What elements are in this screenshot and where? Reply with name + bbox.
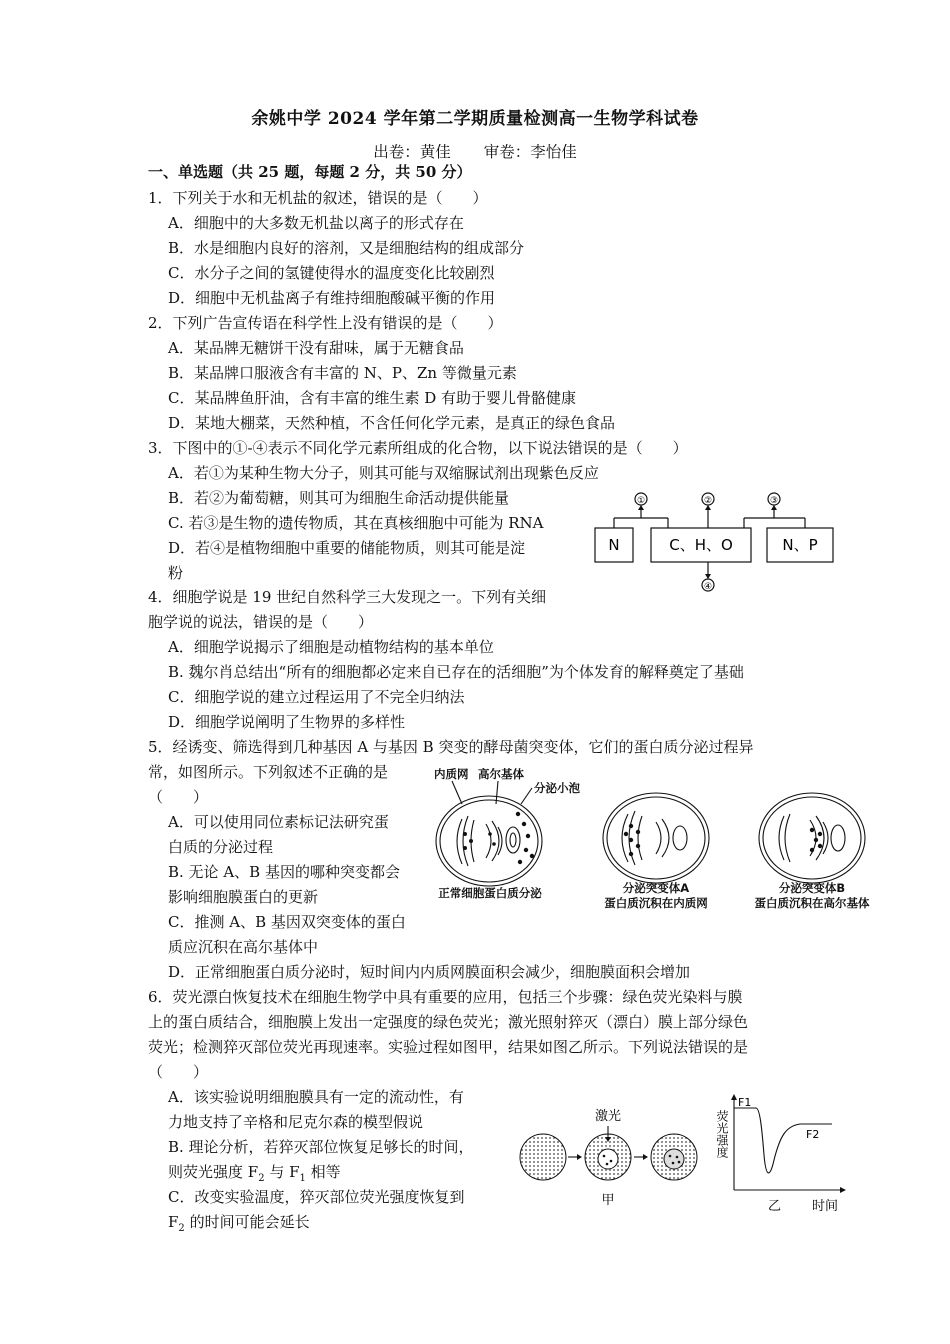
f2-label: F2 <box>806 1128 820 1141</box>
q3-stem: 3．下图中的①-④表示不同化学元素所组成的化合物，以下说法错误的是（ ） <box>148 439 688 457</box>
q1-stem: 1．下列关于水和无机盐的叙述，错误的是（ ） <box>148 189 488 207</box>
q6-stem-cont1: 上的蛋白质结合，细胞膜上发出一定强度的绿色荧光；激光照射猝灭（漂白）膜上部分绿色 <box>148 1013 749 1031</box>
q5-stem: 5．经诱变、筛选得到几种基因 A 与基因 B 突变的酵母菌突变体，它们的蛋白质分泌过程异 <box>148 738 754 756</box>
mutant-b-subcaption: 蛋白质沉积在高尔基体 <box>754 896 870 910</box>
q4-stem: 4．细胞学说是 19 世纪自然科学三大发现之一。下列有关细 <box>148 588 547 606</box>
mutant-a-subcaption: 蛋白质沉积在内质网 <box>604 896 708 910</box>
q5-stem-cont: 常，如图所示。下列叙述不正确的是 <box>148 763 389 781</box>
q2-option-c: C．某品牌鱼肝油，含有丰富的维生素 D 有助于婴儿骨骼健康 <box>168 389 577 407</box>
q3-option-c: C. 若③是生物的遗传物质，其在真核细胞中可能为 RNA <box>168 514 544 532</box>
q6-option-b: B. 理论分析，若猝灭部位恢复足够长的时间， <box>168 1138 474 1156</box>
y-axis-label: 荧光强度 <box>715 1110 729 1158</box>
q1-option-b: B．水是细胞内良好的溶剂，又是细胞结构的组成部分 <box>168 239 525 257</box>
fluorescence-recovery-graph <box>704 1090 854 1220</box>
q2-option-a: A．某品牌无糖饼干没有甜味，属于无糖食品 <box>168 339 464 357</box>
q5-option-b: B. 无论 A、B 基因的哪种突变都会 <box>168 863 400 881</box>
q6-stem-paren: （ ） <box>148 1063 209 1081</box>
q4-stem-cont: 胞学说的说法，错误的是（ ） <box>148 613 374 631</box>
q3-option-d: D．若④是植物细胞中重要的储能物质，则其可能是淀 <box>168 539 526 557</box>
q2-stem: 2．下列广告宣传语在科学性上没有错误的是（ ） <box>148 314 503 332</box>
cell-before <box>520 1134 566 1180</box>
mutant-b-caption: 分泌突变体B <box>778 881 846 895</box>
q5-stem-paren: （ ） <box>148 788 209 806</box>
q1-option-d: D．细胞中无机盐离子有维持细胞酸碱平衡的作用 <box>168 289 496 307</box>
secretion-mutant-diagram <box>428 764 873 914</box>
q3-option-d-cont: 粉 <box>168 564 184 582</box>
mutant-a-cell <box>603 793 709 883</box>
q4-option-b: B. 魏尔肖总结出“所有的细胞都必定来自已存在的活细胞”为个体发育的解释奠定了基础 <box>168 663 744 681</box>
q4-option-c: C．细胞学说的建立过程运用了不完全归纳法 <box>168 688 465 706</box>
box-np-label: N、P <box>782 536 818 554</box>
mutant-a-caption: 分泌突变体A <box>622 881 690 895</box>
x-axis-label: 时间 <box>812 1199 839 1214</box>
fig-yi-label: 乙 <box>768 1199 782 1214</box>
f1-label: F1 <box>738 1096 752 1109</box>
er-label: 内质网 <box>434 767 469 781</box>
q6-stem-cont2: 荧光；检测猝灭部位荧光再现速率。实验过程如图甲，结果如图乙所示。下列说法错误的是 <box>148 1038 749 1056</box>
reviewer: 审卷：李怡佳 <box>483 143 577 161</box>
frap-process-diagram <box>516 1104 706 1214</box>
compound-3-label: ③ <box>769 496 779 506</box>
q5-option-d: D．正常细胞蛋白质分泌时，短时间内内质网膜面积会减少，细胞膜面积会增加 <box>168 963 691 981</box>
q6-option-c: C．改变实验温度，猝灭部位荧光强度恢复到 <box>168 1188 465 1206</box>
mutant-b-cell <box>759 793 865 883</box>
fig-jia-label: 甲 <box>601 1193 615 1208</box>
element-compound-diagram <box>590 488 840 598</box>
golgi-label: 高尔基体 <box>478 767 524 781</box>
q6-option-a: A．该实验说明细胞膜具有一定的流动性，有 <box>168 1088 464 1106</box>
vesicle-label: 分泌小泡 <box>534 781 580 795</box>
page-title: 余姚中学 2024 学年第二学期质量检测高一生物学科试卷 <box>251 109 699 129</box>
q6-stem: 6．荧光漂白恢复技术在细胞生物学中具有重要的应用，包括三个步骤：绿色荧光染料与膜 <box>148 988 743 1006</box>
q6-option-c-cont: $F_2$ 的时间可能会延长 <box>168 1213 310 1234</box>
q3-option-a: A．若①为某种生物大分子，则其可能与双缩脲试剂出现紫色反应 <box>168 464 599 482</box>
compound-4-label: ④ <box>703 582 713 592</box>
q2-option-d: D．某地大棚菜，天然种植，不含任何化学元素，是真正的绿色食品 <box>168 414 616 432</box>
q1-option-a: A．细胞中的大多数无机盐以离子的形式存在 <box>168 214 464 232</box>
q1-option-c: C．水分子之间的氢键使得水的温度变化比较剧烈 <box>168 264 495 282</box>
laser-label: 激光 <box>594 1109 622 1124</box>
q5-option-a-cont: 白质的分泌过程 <box>168 838 274 856</box>
q3-option-b: B．若②为葡萄糖，则其可为细胞生命活动提供能量 <box>168 489 510 507</box>
q5-option-c-cont: 质应沉积在高尔基体中 <box>168 938 319 956</box>
box-n-label: N <box>608 536 620 554</box>
q4-option-a: A．细胞学说揭示了细胞是动植物结构的基本单位 <box>168 638 494 656</box>
q6-option-a-cont: 力地支持了辛格和尼克尔森的模型假说 <box>168 1113 424 1131</box>
section-heading: 一、单选题（共 25 题，每题 2 分，共 50 分） <box>148 163 472 181</box>
box-cho-label: C、H、O <box>669 536 733 554</box>
compound-1-label: ① <box>636 496 646 506</box>
q2-option-b: B．某品牌口服液含有丰富的 N、P、Zn 等微量元素 <box>168 364 517 382</box>
author-line <box>0 140 950 162</box>
author: 出卷：黄佳 <box>373 143 451 161</box>
normal-caption: 正常细胞蛋白质分泌 <box>438 886 542 900</box>
q5-option-b-cont: 影响细胞膜蛋白的更新 <box>168 888 319 906</box>
q4-option-d: D．细胞学说阐明了生物界的多样性 <box>168 713 406 731</box>
q5-option-c: C．推测 A、B 基因双突变体的蛋白 <box>168 913 406 931</box>
q6-option-b-cont: 则荧光强度 $F_2$ 与 $F_1$ 相等 <box>168 1163 341 1184</box>
normal-cell <box>436 796 542 886</box>
q5-option-a: A．可以使用同位素标记法研究蛋 <box>168 813 389 831</box>
compound-2-label: ② <box>703 496 713 506</box>
